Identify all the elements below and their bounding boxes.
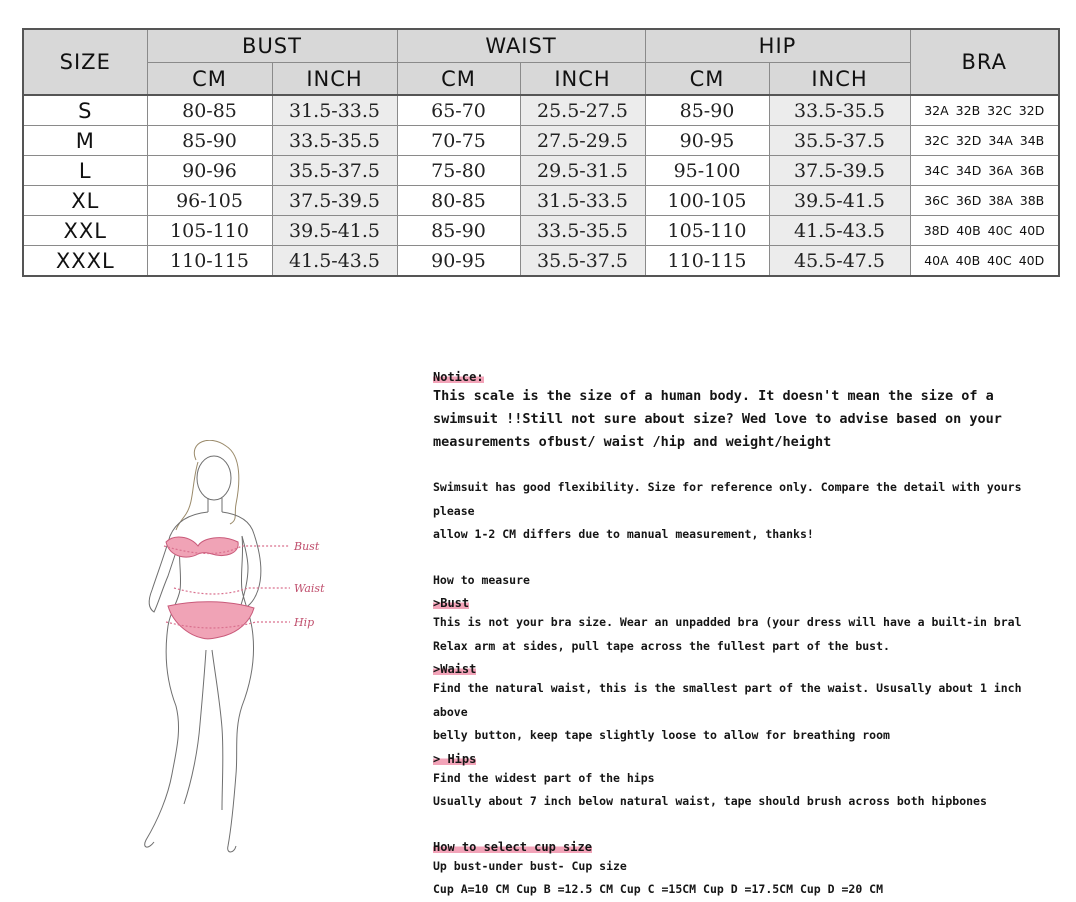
waist-cm-cell: 80-85	[397, 186, 520, 216]
waist-inch-cell: 27.5-29.5	[520, 126, 645, 156]
size-cell: XXXL	[23, 246, 147, 277]
hip-header: HIP	[645, 29, 910, 63]
bust-inch-cell: 33.5-35.5	[272, 126, 397, 156]
waist-cm-header: CM	[397, 63, 520, 96]
notice-line: This scale is the size of a human body. It doesn't mean the size of a	[433, 388, 994, 404]
bra-header: BRA	[910, 29, 1059, 95]
cup-heading: How to select cup size	[433, 839, 592, 854]
bust-inch-header: INCH	[272, 63, 397, 96]
hip-inch-cell: 33.5-35.5	[769, 95, 910, 126]
notice-heading: Notice:	[433, 370, 484, 384]
right-leg-shape	[228, 628, 254, 852]
hip-cm-cell: 85-90	[645, 95, 769, 126]
waist-inch-header: INCH	[520, 63, 645, 96]
bikini-bottom-shape	[168, 602, 254, 639]
hips-line-text: Usually about 7 inch below natural waist, tape should brush across both hipbones	[433, 794, 987, 808]
table-row	[23, 186, 1059, 216]
bust-header: BUST	[147, 29, 397, 63]
hips-heading: > Hips	[433, 751, 477, 766]
bra-cell: 32C 32D 34A 34B	[910, 126, 1059, 156]
bust-inch-cell: 35.5-37.5	[272, 156, 397, 186]
waist-label: Waist	[294, 582, 325, 595]
cup-line-text: Up bust-under bust- Cup size	[433, 858, 627, 873]
hip-inch-cell: 41.5-43.5	[769, 216, 910, 246]
bra-cell: 36C 36D 38A 38B	[910, 186, 1059, 216]
hip-cm-header: CM	[645, 63, 769, 96]
bust-cm-cell: 105-110	[147, 216, 272, 246]
waist-cm-cell: 70-75	[397, 126, 520, 156]
table-row	[23, 246, 1059, 277]
table-row	[23, 216, 1059, 246]
waist-cm-cell: 85-90	[397, 216, 520, 246]
right-arm-shape	[222, 512, 261, 608]
bust-cm-cell: 110-115	[147, 246, 272, 277]
hips-line-text: Find the widest part of the hips	[433, 770, 655, 785]
waist-line-text: Find the natural waist, this is the smallest part of the waist. Ususally about 1 inch above	[433, 681, 1022, 719]
notice-line: measurements ofbust/ waist /hip and weight/height	[433, 434, 832, 450]
bra-cell: 40A 40B 40C 40D	[910, 246, 1059, 277]
size-cell: XL	[23, 186, 147, 216]
table-row	[23, 156, 1059, 186]
waist-cm-cell: 75-80	[397, 156, 520, 186]
bust-cm-cell: 80-85	[147, 95, 272, 126]
bra-cell: 38D 40B 40C 40D	[910, 216, 1059, 246]
waist-inch-cell: 33.5-35.5	[520, 216, 645, 246]
bust-inch-cell: 41.5-43.5	[272, 246, 397, 277]
inner-leg-shape	[184, 650, 223, 810]
hip-inch-cell: 45.5-47.5	[769, 246, 910, 277]
body-measurement-figure	[118, 440, 348, 860]
bust-inch-cell: 31.5-33.5	[272, 95, 397, 126]
flex-line: allow 1-2 CM differs due to manual measurement, thanks!	[433, 527, 814, 541]
waist-line	[174, 588, 290, 594]
size-cell: XXL	[23, 216, 147, 246]
hip-inch-cell: 37.5-39.5	[769, 156, 910, 186]
hip-cm-cell: 100-105	[645, 186, 769, 216]
waist-heading: >Waist	[433, 662, 477, 676]
table-row	[23, 95, 1059, 126]
hair-shape	[176, 440, 239, 530]
head-shape	[197, 456, 231, 500]
waist-line-text: belly button, keep tape slightly loose to allow for breathing room	[433, 728, 890, 742]
hip-label: Hip	[294, 616, 315, 629]
bust-heading: >Bust	[433, 596, 470, 610]
hip-cm-cell: 110-115	[645, 246, 769, 277]
bust-cm-cell: 96-105	[147, 186, 272, 216]
hip-inch-cell: 39.5-41.5	[769, 186, 910, 216]
bikini-top-shape	[166, 537, 238, 557]
bra-cell: 32A 32B 32C 32D	[910, 95, 1059, 126]
waist-cm-cell: 65-70	[397, 95, 520, 126]
bust-cm-cell: 85-90	[147, 126, 272, 156]
waist-inch-cell: 29.5-31.5	[520, 156, 645, 186]
waist-inch-cell: 25.5-27.5	[520, 95, 645, 126]
waist-inch-cell: 35.5-37.5	[520, 246, 645, 277]
hip-inch-header: INCH	[769, 63, 910, 96]
waist-cm-cell: 90-95	[397, 246, 520, 277]
how-to-heading: How to measure	[433, 572, 530, 587]
hip-cm-cell: 95-100	[645, 156, 769, 186]
flex-line: Swimsuit has good flexibility. Size for reference only. Compare the detail with yours please	[433, 480, 1022, 518]
bust-inch-cell: 39.5-41.5	[272, 216, 397, 246]
hip-cm-cell: 105-110	[645, 216, 769, 246]
cup-line-text: Cup A=10 CM Cup B =12.5 CM Cup C =15CM Cup D =17.5CM Cup D =20 CM	[433, 882, 884, 896]
waist-inch-cell: 31.5-33.5	[520, 186, 645, 216]
bust-line-text: This is not your bra size. Wear an unpadded bra (your dress will have a built-in bral	[433, 615, 1022, 629]
bust-line-text: Relax arm at sides, pull tape across the fullest part of the bust.	[433, 638, 890, 653]
waist-header: WAIST	[397, 29, 645, 63]
bust-inch-cell: 37.5-39.5	[272, 186, 397, 216]
hip-inch-cell: 35.5-37.5	[769, 126, 910, 156]
bra-cell: 34C 34D 36A 36B	[910, 156, 1059, 186]
bust-label: Bust	[294, 540, 320, 553]
measurement-notes	[433, 366, 1058, 902]
left-leg-shape	[145, 626, 179, 847]
size-cell: M	[23, 126, 147, 156]
size-chart-table	[22, 28, 1060, 277]
size-cell: S	[23, 95, 147, 126]
notice-line: swimsuit !!Still not sure about size? Wed love to advise based on your	[433, 411, 1002, 427]
bust-cm-cell: 90-96	[147, 156, 272, 186]
bust-cm-header: CM	[147, 63, 272, 96]
size-cell: L	[23, 156, 147, 186]
table-row	[23, 126, 1059, 156]
size-header: SIZE	[23, 29, 147, 95]
hip-cm-cell: 90-95	[645, 126, 769, 156]
